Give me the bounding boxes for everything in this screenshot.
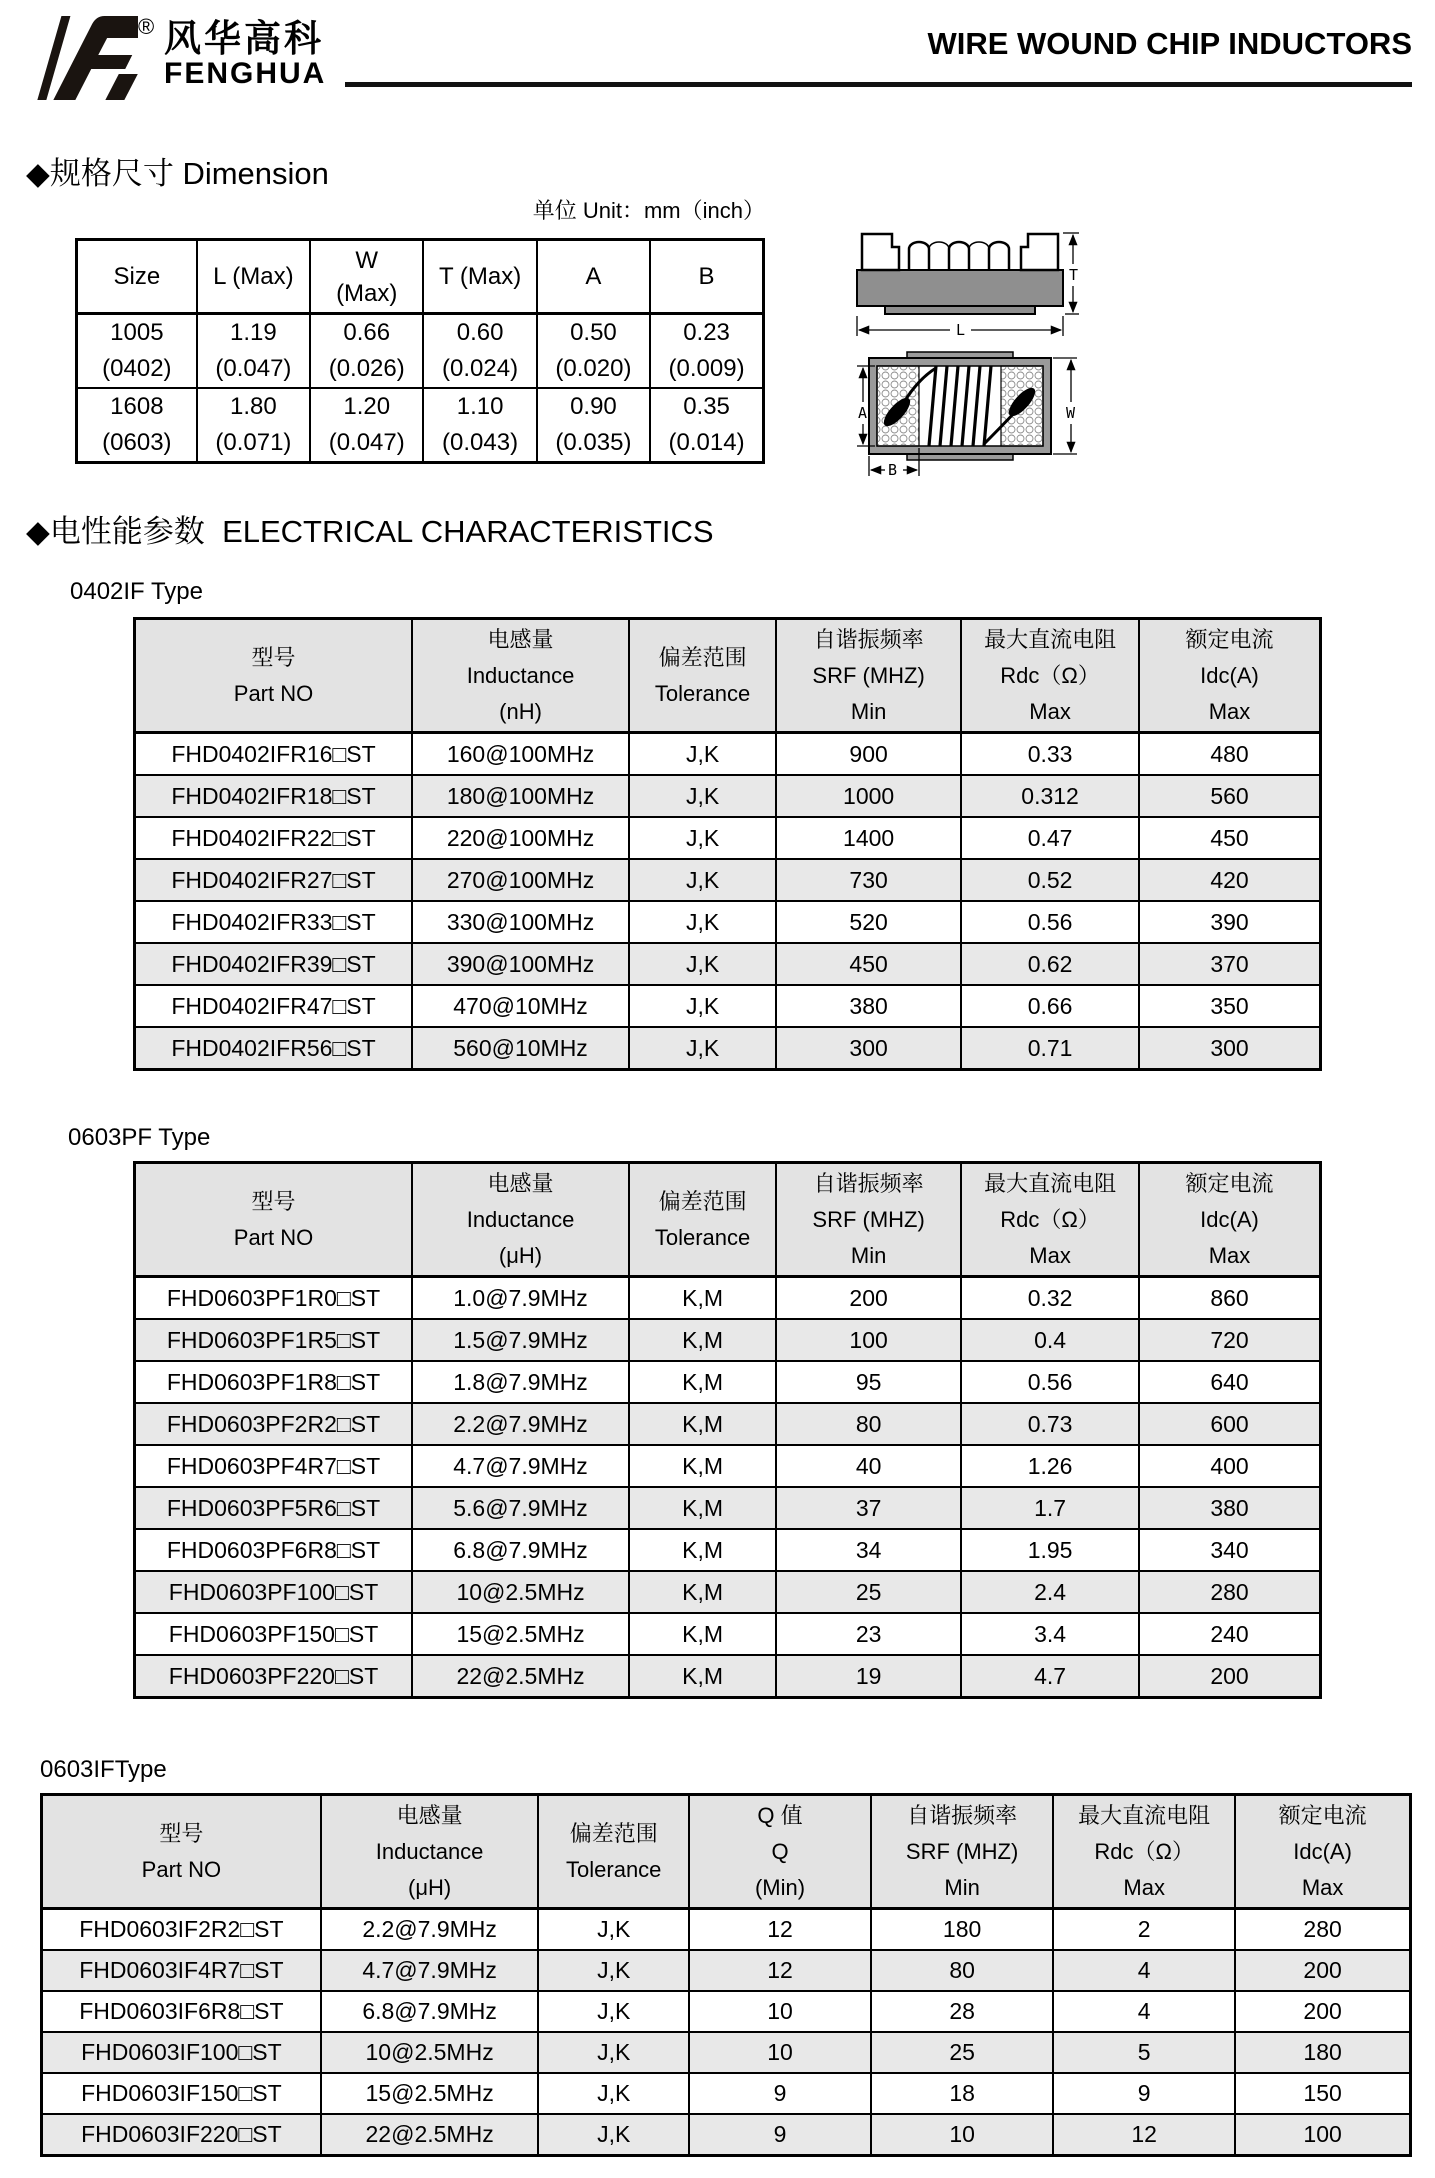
table-cell: 19 xyxy=(776,1655,961,1698)
logo-english-name: FENGHUA xyxy=(164,57,327,90)
table-cell: 1.26 xyxy=(961,1445,1139,1487)
table-cell: J,K xyxy=(538,1909,689,1951)
table-cell: K,M xyxy=(629,1571,776,1613)
table-cell: 160@100MHz xyxy=(412,733,629,776)
table-cell: 200 xyxy=(1235,1991,1410,2032)
dim-label-t: T xyxy=(1069,266,1079,284)
table-cell: 10 xyxy=(871,2114,1053,2156)
table-cell: J,K xyxy=(629,1027,776,1070)
table-cell: 0.32 xyxy=(961,1277,1139,1320)
column-header: Size xyxy=(77,240,197,314)
table-row xyxy=(135,1655,1321,1698)
table-cell: 12 xyxy=(1053,2114,1235,2156)
column-header: 最大直流电阻 Rdc（Ω） Max xyxy=(1053,1795,1235,1909)
table-cell: 1.20 (0.047) xyxy=(310,388,423,463)
table-cell: 370 xyxy=(1139,943,1320,985)
table-cell: 2.2@7.9MHz xyxy=(412,1403,629,1445)
table-cell: 34 xyxy=(776,1529,961,1571)
table-cell: 330@100MHz xyxy=(412,901,629,943)
table-cell: J,K xyxy=(629,859,776,901)
table-cell: K,M xyxy=(629,1655,776,1698)
table-cell: 0.66 xyxy=(961,985,1139,1027)
table-cell: 520 xyxy=(776,901,961,943)
table-cell: 4.7@7.9MHz xyxy=(412,1445,629,1487)
table-cell: 2.2@7.9MHz xyxy=(321,1909,539,1951)
table-cell: 4 xyxy=(1053,1950,1235,1991)
table-cell: 100 xyxy=(1235,2114,1410,2156)
column-header: 电感量 Inductance (μH) xyxy=(321,1795,539,1909)
table-cell: 300 xyxy=(776,1027,961,1070)
table-cell: FHD0402IFR22□ST xyxy=(135,817,413,859)
table-cell: FHD0603PF5R6□ST xyxy=(135,1487,413,1529)
table-row xyxy=(135,1571,1321,1613)
table-cell: J,K xyxy=(629,901,776,943)
table-cell: FHD0603PF1R5□ST xyxy=(135,1319,413,1361)
table-row xyxy=(135,1613,1321,1655)
table-cell: 1.5@7.9MHz xyxy=(412,1319,629,1361)
table-cell: 280 xyxy=(1235,1909,1410,1951)
column-header: 自谐振频率 SRF (MHZ) Min xyxy=(776,1163,961,1277)
table-cell: 0.66 (0.026) xyxy=(310,314,423,389)
table-cell: K,M xyxy=(629,1613,776,1655)
table-cell: 450 xyxy=(1139,817,1320,859)
table-cell: 2.4 xyxy=(961,1571,1139,1613)
table-cell: 9 xyxy=(1053,2073,1235,2114)
table-cell: 23 xyxy=(776,1613,961,1655)
table-cell: 6.8@7.9MHz xyxy=(321,1991,539,2032)
table-cell: K,M xyxy=(629,1319,776,1361)
table-cell: J,K xyxy=(629,733,776,776)
table-row xyxy=(135,775,1321,817)
dimension-section-heading: ◆规格尺寸 Dimension xyxy=(26,156,329,191)
table-cell: 560 xyxy=(1139,775,1320,817)
table-cell: 150 xyxy=(1235,2073,1410,2114)
table-cell: 200 xyxy=(1235,1950,1410,1991)
table-cell: J,K xyxy=(629,775,776,817)
table-cell: FHD0402IFR27□ST xyxy=(135,859,413,901)
unit-note: 单位 Unit：mm（inch） xyxy=(532,198,765,223)
table-cell: 5 xyxy=(1053,2032,1235,2073)
table-cell: FHD0402IFR39□ST xyxy=(135,943,413,985)
table-cell: FHD0603IF4R7□ST xyxy=(42,1950,321,1991)
column-header: 最大直流电阻 Rdc（Ω） Max xyxy=(961,619,1139,733)
table-cell: 22@2.5MHz xyxy=(321,2114,539,2156)
table-cell: 300 xyxy=(1139,1027,1320,1070)
table-cell: 2 xyxy=(1053,1909,1235,1951)
column-header: 型号 Part NO xyxy=(135,619,413,733)
table-cell: 1.10 (0.043) xyxy=(423,388,536,463)
table-cell: J,K xyxy=(629,943,776,985)
table-cell: 400 xyxy=(1139,1445,1320,1487)
header-row xyxy=(135,1163,1321,1277)
table-cell: 0.23 (0.009) xyxy=(650,314,763,389)
fenghua-logo-icon xyxy=(26,14,138,102)
table-cell: 1.0@7.9MHz xyxy=(412,1277,629,1320)
table-cell: FHD0603IF6R8□ST xyxy=(42,1991,321,2032)
table-cell: K,M xyxy=(629,1277,776,1320)
table-grid xyxy=(40,1793,1412,2157)
table-row xyxy=(135,1277,1321,1320)
table-row xyxy=(135,733,1321,776)
table-row xyxy=(135,817,1321,859)
table-row xyxy=(77,388,764,463)
table-cell: 12 xyxy=(689,1909,871,1951)
column-header: B xyxy=(650,240,763,314)
table-cell: 900 xyxy=(776,733,961,776)
column-header: W (Max) xyxy=(310,240,423,314)
table-cell: FHD0603IF220□ST xyxy=(42,2114,321,2156)
table-cell: FHD0603PF2R2□ST xyxy=(135,1403,413,1445)
table-cell: 1000 xyxy=(776,775,961,817)
table-cell: 10@2.5MHz xyxy=(412,1571,629,1613)
table-cell: 180 xyxy=(1235,2032,1410,2073)
table-cell: 80 xyxy=(776,1403,961,1445)
table-cell: 40 xyxy=(776,1445,961,1487)
column-header: 电感量 Inductance (μH) xyxy=(412,1163,629,1277)
column-header: 型号 Part NO xyxy=(42,1795,321,1909)
table-cell: K,M xyxy=(629,1529,776,1571)
column-header: A xyxy=(537,240,650,314)
table-cell: 22@2.5MHz xyxy=(412,1655,629,1698)
column-header: 偏差范围 Tolerance xyxy=(629,1163,776,1277)
table-cell: 380 xyxy=(1139,1487,1320,1529)
dim-label-a: A xyxy=(858,404,868,422)
table-row xyxy=(42,1991,1411,2032)
table-cell: 340 xyxy=(1139,1529,1320,1571)
table-cell: 0.50 (0.020) xyxy=(537,314,650,389)
table-row xyxy=(135,1529,1321,1571)
table-cell: FHD0402IFR18□ST xyxy=(135,775,413,817)
table-cell: 0.4 xyxy=(961,1319,1139,1361)
table-row xyxy=(77,314,764,389)
table-cell: FHD0603PF4R7□ST xyxy=(135,1445,413,1487)
column-header: 偏差范围 Tolerance xyxy=(538,1795,689,1909)
table-cell: 6.8@7.9MHz xyxy=(412,1529,629,1571)
table-cell: 0.60 (0.024) xyxy=(423,314,536,389)
table-cell: 3.4 xyxy=(961,1613,1139,1655)
table-row xyxy=(135,901,1321,943)
dim-label-b: B xyxy=(888,461,898,479)
table-cell: 0.35 (0.014) xyxy=(650,388,763,463)
table-cell: 720 xyxy=(1139,1319,1320,1361)
table-grid xyxy=(75,238,765,464)
table-cell: J,K xyxy=(538,1950,689,1991)
table-cell: 0.62 xyxy=(961,943,1139,985)
column-header: T (Max) xyxy=(423,240,536,314)
table-cell: 180 xyxy=(871,1909,1053,1951)
header-row xyxy=(42,1795,1411,1909)
table-row xyxy=(135,859,1321,901)
table-cell: K,M xyxy=(629,1361,776,1403)
header-row xyxy=(135,619,1321,733)
logo-chinese-name: 风华高科 xyxy=(164,18,324,59)
table-cell: FHD0402IFR33□ST xyxy=(135,901,413,943)
dimension-table xyxy=(75,238,765,464)
table-cell: 220@100MHz xyxy=(412,817,629,859)
column-header: 额定电流 Idc(A) Max xyxy=(1235,1795,1410,1909)
table-cell: 380 xyxy=(776,985,961,1027)
table-cell: J,K xyxy=(538,1991,689,2032)
table-cell: FHD0603PF220□ST xyxy=(135,1655,413,1698)
table-cell: 10 xyxy=(689,1991,871,2032)
table-cell: 12 xyxy=(689,1950,871,1991)
table-row xyxy=(42,2114,1411,2156)
table-cell: 0.90 (0.035) xyxy=(537,388,650,463)
table-0603if xyxy=(40,1793,1412,2157)
column-header: Q 值 Q (Min) xyxy=(689,1795,871,1909)
registered-trademark: ® xyxy=(138,14,155,39)
table-row xyxy=(42,1909,1411,1951)
table-grid xyxy=(133,617,1322,1071)
table-cell: 15@2.5MHz xyxy=(321,2073,539,2114)
table-row xyxy=(135,1319,1321,1361)
table-cell: J,K xyxy=(538,2114,689,2156)
table-cell: J,K xyxy=(538,2032,689,2073)
table-cell: FHD0603PF1R0□ST xyxy=(135,1277,413,1320)
table-cell: 860 xyxy=(1139,1277,1320,1320)
table-row xyxy=(135,1487,1321,1529)
table-cell: FHD0603PF1R8□ST xyxy=(135,1361,413,1403)
table-cell: 600 xyxy=(1139,1403,1320,1445)
table-cell: 0.312 xyxy=(961,775,1139,817)
table-cell: K,M xyxy=(629,1403,776,1445)
table-cell: 0.52 xyxy=(961,859,1139,901)
table-cell: 1005 (0402) xyxy=(77,314,197,389)
table-cell: 240 xyxy=(1139,1613,1320,1655)
table-cell: 4.7@7.9MHz xyxy=(321,1950,539,1991)
table-cell: 1.8@7.9MHz xyxy=(412,1361,629,1403)
table-cell: FHD0603PF6R8□ST xyxy=(135,1529,413,1571)
table-row xyxy=(135,985,1321,1027)
table-cell: 1.19 (0.047) xyxy=(197,314,310,389)
table-cell: 0.71 xyxy=(961,1027,1139,1070)
table-cell: 25 xyxy=(776,1571,961,1613)
table-cell: 270@100MHz xyxy=(412,859,629,901)
table-cell: FHD0402IFR16□ST xyxy=(135,733,413,776)
table-cell: 1.7 xyxy=(961,1487,1139,1529)
table-cell: 200 xyxy=(1139,1655,1320,1698)
table-cell: J,K xyxy=(629,817,776,859)
table-cell: 10@2.5MHz xyxy=(321,2032,539,2073)
dim-label-l: L xyxy=(956,321,966,339)
column-header: 额定电流 Idc(A) Max xyxy=(1139,619,1320,733)
table-cell: 350 xyxy=(1139,985,1320,1027)
table-cell: K,M xyxy=(629,1487,776,1529)
table-cell: 37 xyxy=(776,1487,961,1529)
table-cell: 470@10MHz xyxy=(412,985,629,1027)
table-cell: 18 xyxy=(871,2073,1053,2114)
inductor-dimension-diagram xyxy=(845,218,1085,480)
table-cell: FHD0603IF100□ST xyxy=(42,2032,321,2073)
table-cell: 1.80 (0.071) xyxy=(197,388,310,463)
table-0603pf xyxy=(133,1161,1322,1699)
table-cell: 4.7 xyxy=(961,1655,1139,1698)
table-cell: 15@2.5MHz xyxy=(412,1613,629,1655)
table-cell: FHD0603IF2R2□ST xyxy=(42,1909,321,1951)
table-row xyxy=(135,1445,1321,1487)
table-cell: 180@100MHz xyxy=(412,775,629,817)
page-title: WIRE WOUND CHIP INDUCTORS xyxy=(927,26,1412,61)
table-row xyxy=(135,1403,1321,1445)
top-view xyxy=(857,352,1077,479)
table-cell: 390 xyxy=(1139,901,1320,943)
table-cell: 1400 xyxy=(776,817,961,859)
table-cell: 730 xyxy=(776,859,961,901)
table-cell: FHD0402IFR56□ST xyxy=(135,1027,413,1070)
column-header: L (Max) xyxy=(197,240,310,314)
table-label-0603pf: 0603PF Type xyxy=(68,1124,211,1151)
table-cell: 25 xyxy=(871,2032,1053,2073)
table-cell: 560@10MHz xyxy=(412,1027,629,1070)
column-header: 最大直流电阻 Rdc（Ω） Max xyxy=(961,1163,1139,1277)
table-cell: J,K xyxy=(629,985,776,1027)
table-cell: 200 xyxy=(776,1277,961,1320)
logo-wordmark xyxy=(164,20,326,89)
table-0402if xyxy=(133,617,1322,1071)
column-header: 型号 Part NO xyxy=(135,1163,413,1277)
table-cell: K,M xyxy=(629,1445,776,1487)
column-header: 偏差范围 Tolerance xyxy=(629,619,776,733)
table-cell: J,K xyxy=(538,2073,689,2114)
header-row xyxy=(77,240,764,314)
table-cell: FHD0603PF150□ST xyxy=(135,1613,413,1655)
table-cell: 390@100MHz xyxy=(412,943,629,985)
table-cell: 10 xyxy=(689,2032,871,2073)
table-cell: FHD0603IF150□ST xyxy=(42,2073,321,2114)
header-divider xyxy=(345,82,1412,87)
table-cell: 9 xyxy=(689,2114,871,2156)
table-cell: 450 xyxy=(776,943,961,985)
table-row xyxy=(135,1027,1321,1070)
table-cell: 280 xyxy=(1139,1571,1320,1613)
table-cell: FHD0402IFR47□ST xyxy=(135,985,413,1027)
column-header: 额定电流 Idc(A) Max xyxy=(1139,1163,1320,1277)
table-grid xyxy=(133,1161,1322,1699)
table-cell: 420 xyxy=(1139,859,1320,901)
table-cell: 28 xyxy=(871,1991,1053,2032)
table-row xyxy=(42,2032,1411,2073)
table-cell: 9 xyxy=(689,2073,871,2114)
table-cell: 1.95 xyxy=(961,1529,1139,1571)
dim-label-w: W xyxy=(1066,404,1076,422)
table-cell: 95 xyxy=(776,1361,961,1403)
table-cell: 1608 (0603) xyxy=(77,388,197,463)
table-cell: 80 xyxy=(871,1950,1053,1991)
table-row xyxy=(42,1950,1411,1991)
column-header: 电感量 Inductance (nH) xyxy=(412,619,629,733)
column-header: 自谐振频率 SRF (MHZ) Min xyxy=(871,1795,1053,1909)
side-view xyxy=(857,233,1079,339)
table-row xyxy=(42,2073,1411,2114)
table-label-0402if: 0402IF Type xyxy=(70,578,203,605)
table-cell: 0.47 xyxy=(961,817,1139,859)
table-row xyxy=(135,1361,1321,1403)
table-cell: 0.33 xyxy=(961,733,1139,776)
table-cell: 100 xyxy=(776,1319,961,1361)
column-header: 自谐振频率 SRF (MHZ) Min xyxy=(776,619,961,733)
table-cell: 0.56 xyxy=(961,1361,1139,1403)
table-cell: 480 xyxy=(1139,733,1320,776)
electrical-section-heading: ◆电性能参数 ELECTRICAL CHARACTERISTICS xyxy=(26,514,714,549)
table-row xyxy=(135,943,1321,985)
table-label-0603if: 0603IFType xyxy=(40,1756,167,1783)
table-cell: 4 xyxy=(1053,1991,1235,2032)
table-cell: FHD0603PF100□ST xyxy=(135,1571,413,1613)
table-cell: 0.56 xyxy=(961,901,1139,943)
table-cell: 5.6@7.9MHz xyxy=(412,1487,629,1529)
table-cell: 0.73 xyxy=(961,1403,1139,1445)
table-cell: 640 xyxy=(1139,1361,1320,1403)
